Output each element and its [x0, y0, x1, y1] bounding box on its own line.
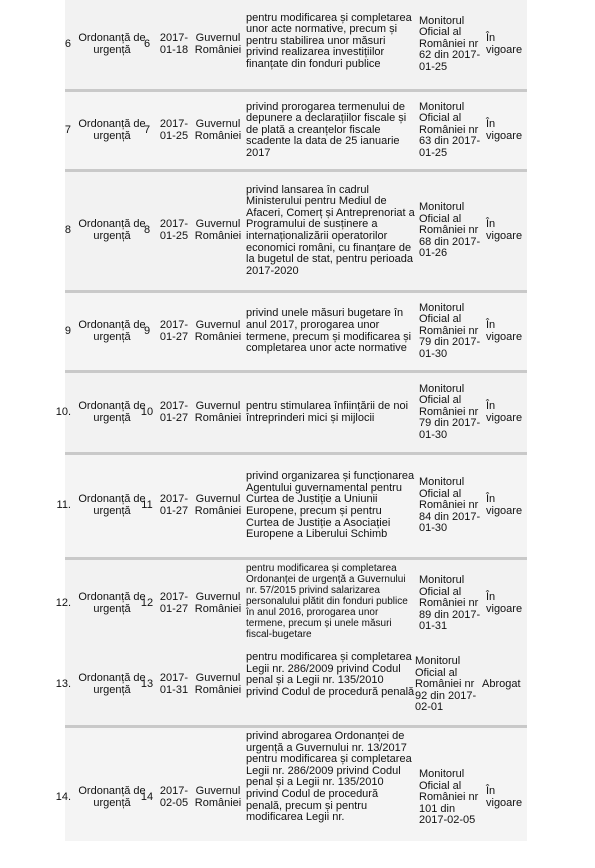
row-index: 11. — [56, 499, 71, 512]
row-type: Ordonanță de urgență — [78, 318, 146, 343]
row-status: În vigoare — [486, 785, 523, 809]
row-status: În vigoare — [486, 493, 523, 517]
row-index: 13. — [55, 678, 71, 691]
row-number: 12 — [140, 597, 154, 610]
row-index: 9 — [64, 324, 71, 337]
row-number: 11 — [141, 499, 153, 512]
row-publication[interactable]: Monitorul Oficial al României nr 63 din 2017-01-25 — [419, 100, 481, 159]
row-date: 2017-01-25 — [159, 218, 189, 242]
row-publication[interactable]: Monitorul Oficial al României nr 92 din 2017-02-01 — [415, 655, 477, 714]
row-publication[interactable]: Monitorul Oficial al României nr 62 din 2017-01-25 — [419, 14, 481, 73]
table-row[interactable] — [55, 560, 527, 728]
row-title[interactable]: privind lansarea în cadrul Ministerului pentru Mediul de Afaceri, Comerț și Antreprenoriat a Programului de susținere a internaționalizării operatorilor economici români, cu finanțare de la bugetul de stat, pentru perioada 2017-2020 — [246, 183, 415, 277]
table-row[interactable] — [56, 455, 527, 560]
row-type: Ordonanță de urgență — [78, 785, 146, 809]
row-index: 12. — [55, 597, 71, 610]
row-publication[interactable]: Monitorul Oficial al României nr 68 din 2017-01-26 — [419, 201, 481, 260]
row-number: 13 — [140, 678, 154, 691]
row-number: 14 — [140, 791, 154, 804]
table-row[interactable] — [65, 0, 527, 92]
row-issuer: Guvernul României — [194, 399, 242, 424]
row-type: Ordonanță de urgență — [78, 117, 146, 142]
table-row[interactable] — [65, 172, 527, 293]
row-date: 2017-01-31 — [159, 672, 189, 696]
row-date: 2017-01-27 — [159, 591, 189, 615]
row-title[interactable]: pentru modificarea și completarea unor acte normative, precum și pentru stabilirea unor măsuri privind realizarea investițiilor finanțate din fonduri publice — [246, 11, 412, 70]
row-index: 6 — [64, 37, 71, 50]
row-number: 10 — [140, 405, 154, 418]
row-date: 2017-02-05 — [159, 785, 189, 809]
row-issuer: Guvernul României — [194, 493, 242, 517]
row-status: În vigoare — [486, 318, 523, 343]
row-type: Ordonanță de urgență — [78, 672, 146, 696]
row-status: În vigoare — [486, 399, 523, 424]
row-type: Ordonanță de urgență — [78, 31, 146, 56]
row-type: Ordonanță de urgență — [78, 493, 146, 517]
row-status: În vigoare — [486, 117, 523, 142]
row-publication[interactable]: Monitorul Oficial al României nr 84 din 2017-01-30 — [419, 476, 481, 535]
row-issuer: Guvernul României — [194, 218, 242, 242]
row-publication[interactable]: Monitorul Oficial al României nr 101 din 2017-02-05 — [419, 768, 479, 827]
row-status: În vigoare — [486, 218, 523, 242]
row-publication[interactable]: Monitorul Oficial al României nr 79 din 2017-01-30 — [419, 301, 481, 360]
row-index: 10. — [55, 405, 71, 418]
row-index: 14. — [55, 791, 71, 804]
row-title[interactable]: privind organizarea și funcționarea Agentului guvernamental pentru Curtea de Justiție a Uniunii Europene, precum și pentru Curtea de Justiție a Asociației Europene a Liberului Schimb — [246, 470, 415, 541]
row-date: 2017-01-18 — [159, 31, 189, 56]
row-issuer: Guvernul României — [194, 117, 242, 142]
row-publication[interactable]: Monitorul Oficial al României nr 79 din 2017-01-30 — [419, 382, 481, 441]
row-type: Ordonanță de urgență — [78, 218, 146, 242]
row-number: 8 — [143, 224, 151, 237]
row-title[interactable]: pentru stimularea înființării de noi întreprinderi mici și mijlocii — [246, 399, 409, 424]
row-date: 2017-01-27 — [159, 399, 189, 424]
row-publication[interactable]: Monitorul Oficial al României nr 89 din 2017-01-31 — [419, 574, 481, 633]
row-number: 6 — [143, 37, 151, 50]
row-number: 7 — [143, 123, 151, 136]
row-issuer: Guvernul României — [194, 591, 242, 615]
row-title[interactable]: pentru modificarea și completarea Legii nr. 286/2009 privind Codul penal și a Legii nr. 135/2010 privind Codul de procedură penală — [246, 651, 415, 698]
row-title[interactable]: privind prorogarea termenului de depunere a declarațiilor fiscale și de plată a creanțelor fiscale scadente la data de 25 ianuarie 2017 — [246, 100, 407, 159]
row-issuer: Guvernul României — [194, 318, 242, 343]
table-row[interactable] — [65, 293, 527, 373]
table-row[interactable] — [65, 92, 527, 172]
row-index: 7 — [64, 123, 71, 136]
row-status: Abrogat — [482, 678, 521, 691]
row-title[interactable]: privind unele măsuri bugetare în anul 2017, prorogarea unor termene, precum și modificarea și completarea unor acte normative — [246, 307, 412, 355]
row-status: În vigoare — [486, 591, 523, 615]
row-type: Ordonanță de urgență — [78, 399, 146, 424]
table-row[interactable] — [55, 373, 527, 455]
row-date: 2017-01-27 — [159, 318, 189, 343]
table-row[interactable] — [55, 728, 527, 841]
row-index: 8 — [64, 224, 71, 237]
row-type: Ordonanță de urgență — [78, 591, 146, 615]
row-number: 9 — [143, 324, 151, 337]
row-issuer: Guvernul României — [194, 31, 242, 56]
row-issuer: Guvernul României — [194, 785, 242, 809]
row-date: 2017-01-25 — [159, 117, 189, 142]
row-issuer: Guvernul României — [194, 672, 242, 696]
row-date: 2017-01-27 — [159, 493, 189, 517]
row-title[interactable]: privind abrogarea Ordonanței de urgență a Guvernului nr. 13/2017 pentru modificarea și completarea Legii nr. 286/2009 privind Codul penal și a Legii nr. 135/2010 privind Codul de procedură penală, precum și pentru modificarea Legii nr. — [246, 730, 412, 824]
row-title[interactable]: pentru modificarea și completarea Ordonanței de urgență a Guvernului nr. 57/2015 privind salarizarea personalului plătit din fonduri publice în anul 2016, prorogarea unor termene, precum și unele măsuri fiscal-bugetare — [246, 563, 408, 640]
row-status: În vigoare — [486, 31, 523, 56]
